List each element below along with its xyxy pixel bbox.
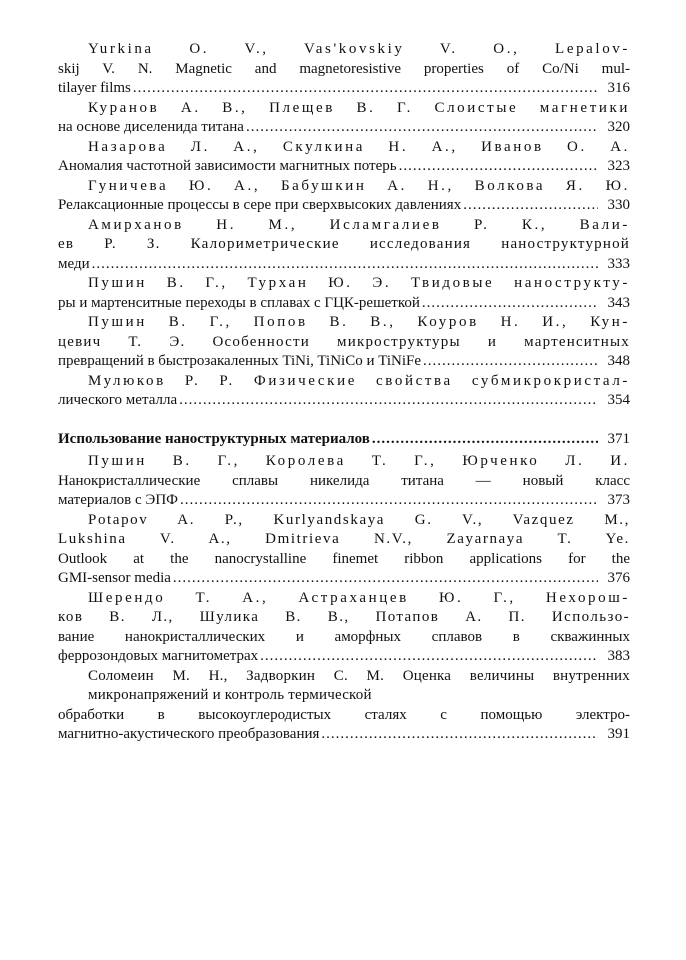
toc-entry-solomein[interactable] <box>58 667 630 745</box>
dot-leader <box>246 118 598 138</box>
page-number: 371 <box>607 430 630 447</box>
dot-leader <box>260 647 598 667</box>
toc-entry-line: вание нанокристаллических и аморфных сплавов в скважинных <box>58 628 630 645</box>
toc-entry-line: магнитно-акустического преобразования <box>58 726 320 742</box>
page-number: 354 <box>607 392 630 408</box>
dot-leader <box>133 79 598 99</box>
page-number: 316 <box>607 80 630 96</box>
toc-entry-line: Соломеин М. Н., Задворкин С. М. Оценка величины внутренних микронапряжений и контроль термической <box>88 667 630 703</box>
page-number: 391 <box>607 726 630 742</box>
toc-entry-mulyukov[interactable] <box>58 372 630 411</box>
toc-entry-line: Релаксационные процессы в сере при сверхвысоких давлениях <box>58 197 462 213</box>
page-number: 320 <box>607 119 630 135</box>
dot-leader <box>321 725 598 745</box>
page-number: 323 <box>607 158 630 174</box>
page-number: 383 <box>607 648 630 664</box>
toc-entry-line: Outlook at the nanocrystalline finemet ribbon applications for the <box>58 550 630 567</box>
toc-entry-line: ры и мартенситные переходы в сплавах с ГЦК-решеткой <box>58 294 420 311</box>
toc-entry-pushin-koroleva[interactable] <box>58 452 630 511</box>
toc-entry-line: skij V. N. Magnetic and magnetoresistive properties of Co/Ni mul- <box>58 60 630 77</box>
page-number: 333 <box>607 255 630 272</box>
toc-entry-line: ев Р. З. Калориметрические исследования наноструктурной <box>58 236 630 252</box>
page-number: 330 <box>607 197 630 213</box>
dot-leader <box>423 352 598 372</box>
toc-entry-kuranov[interactable] <box>58 99 630 138</box>
toc-entry-line: Lukshina V. A., Dmitrieva N.V., Zayarnaya T. Ye. <box>58 531 630 547</box>
toc-entry-line: tilayer films <box>58 80 131 96</box>
toc-entry-line: Пушин В. Г., Попов В. В., Коуров Н. И., Кун- <box>88 314 630 330</box>
toc-entry-line: Шерендо Т. А., Астраханцев Ю. Г., Нехорош- <box>88 589 630 606</box>
toc-entry-line: превращений в быстрозакаленных TiNi, TiNiCo и TiNiFe <box>58 353 422 369</box>
toc-entry-line: Potapov A. P., Kurlyandskaya G. V., Vazquez M., <box>88 511 630 528</box>
dot-leader <box>422 294 598 314</box>
toc-entry-line: GMI-sensor media <box>58 570 171 586</box>
section-title: Использование наноструктурных материалов <box>58 430 370 447</box>
toc-entry-line: Пушин В. Г., Королева Т. Г., Юрченко Л. И. <box>88 453 630 469</box>
toc-entry-line: обработки в высокоуглеродистых сталях с помощью электро- <box>58 706 630 723</box>
page-number: 343 <box>607 294 630 311</box>
toc-entry-line: на основе диселенида титана <box>58 119 244 135</box>
toc-entry-pushin-turkhan[interactable] <box>58 274 630 313</box>
page-number: 348 <box>607 353 630 369</box>
toc-entry-line: Пушин В. Г., Турхан Ю. Э. Твидовые нанострукту- <box>88 275 630 291</box>
toc-entry-line: Мулюков Р. Р. Физические свойства субмикрокристал- <box>88 372 630 389</box>
toc-entry-line: лического металла <box>58 392 178 408</box>
toc-entry-line: цевич Т. Э. Особенности микроструктуры и мартенситных <box>58 333 630 350</box>
toc-entry-line: Yurkina O. V., Vas'kovskiy V. O., Lepalov- <box>88 41 630 57</box>
toc-entry-line: Гуничева Ю. А., Бабушкин А. Н., Волкова Я. Ю. <box>88 177 630 194</box>
page-number: 373 <box>607 492 630 508</box>
toc-entry-line: Куранов А. В., Плещев В. Г. Слоистые магнетики <box>88 99 630 116</box>
dot-leader <box>372 430 598 450</box>
toc-entry-line: материалов с ЭПФ <box>58 492 178 508</box>
section-heading[interactable] <box>58 430 630 450</box>
toc-entry-line: феррозондовых магнитометрах <box>58 648 259 664</box>
toc-entry-line: Аномалия частотной зависимости магнитных потерь <box>58 158 397 174</box>
dot-leader <box>463 196 598 216</box>
toc-entry-amirkhanov[interactable] <box>58 216 630 275</box>
dot-leader <box>92 255 598 275</box>
dot-leader <box>173 569 598 589</box>
toc-entry-pushin-popov[interactable] <box>58 313 630 372</box>
toc-entry-line: меди <box>58 255 90 272</box>
toc-entry-sherendo[interactable] <box>58 589 630 667</box>
toc-entry-potapov[interactable] <box>58 511 630 589</box>
toc-entry-gunicheva[interactable] <box>58 177 630 216</box>
toc-entry-line: Амирханов Н. М., Исламгалиев Р. К., Вали- <box>88 216 630 233</box>
page-number: 376 <box>607 570 630 586</box>
toc-entry-yurkina[interactable] <box>58 40 630 99</box>
table-of-contents <box>58 40 630 745</box>
toc-entry-nazarova[interactable] <box>58 138 630 177</box>
toc-entry-line: Назарова Л. А., Скулкина Н. А., Иванов О. А. <box>88 138 630 155</box>
dot-leader <box>179 391 598 411</box>
dot-leader <box>399 157 598 177</box>
toc-entry-line: Нанокристаллические сплавы никелида титана — новый класс <box>58 472 630 489</box>
dot-leader <box>180 491 598 511</box>
toc-entry-line: ков В. Л., Шулика В. В., Потапов А. П. Использо- <box>58 609 630 625</box>
